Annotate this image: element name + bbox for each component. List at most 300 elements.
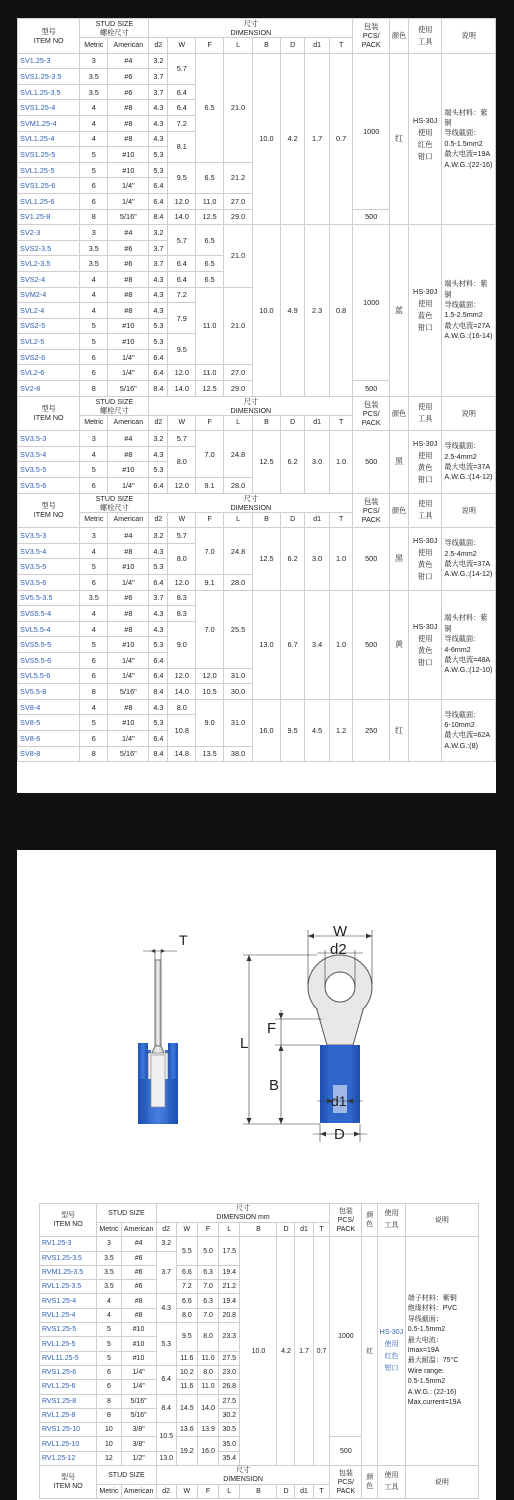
header-tool-label: 使用 工具 — [418, 402, 433, 424]
american-cell: #6 — [108, 69, 149, 85]
l-cell: 30.0 — [224, 684, 253, 700]
metric-cell: 4 — [80, 115, 108, 131]
f-cell: 6.5 — [196, 256, 224, 272]
american-cell: #10 — [108, 318, 149, 334]
header-desc: 说明 — [405, 1466, 478, 1499]
d2-cell: 8.4 — [149, 209, 168, 225]
metric-cell: 3.5 — [97, 1280, 121, 1294]
dim-W-label: W — [333, 923, 348, 940]
desc-text: 端头材料：紫铜 导线截面： 4-6mm2 最大电流=48A A.W.G.:(12-10) — [444, 613, 493, 675]
header-l: L — [224, 415, 253, 431]
metric-cell: 4 — [97, 1294, 121, 1308]
table-row — [18, 225, 496, 241]
desc-text: 导线截面： 2.5-4mm2 最大电流=37A A.W.G.:(14-12) — [444, 441, 493, 482]
metric-cell: 5 — [80, 559, 108, 575]
f-cell: 9.1 — [196, 575, 224, 591]
header-d: D — [280, 38, 305, 54]
header-item-no-label: ITEM NO — [33, 35, 64, 45]
american-cell: #10 — [121, 1337, 156, 1351]
metric-cell: 5 — [80, 162, 108, 178]
color-cell: 黄 — [390, 590, 409, 699]
w-cell: 7.2 — [168, 115, 196, 131]
metric-cell: 10 — [97, 1423, 121, 1437]
d2-cell: 6.4 — [149, 668, 168, 684]
side-view — [138, 932, 188, 1124]
american-cell: #8 — [108, 543, 149, 559]
header-stud-size-label: STUD SIZE — [108, 1471, 145, 1479]
pack-cell: 500 — [353, 209, 390, 225]
american-cell: 1/4" — [108, 730, 149, 746]
header-pcs-label: PCS/ — [362, 31, 380, 41]
header-dimension-label: DIMENSION mm — [216, 1214, 270, 1221]
metric-cell: 6 — [80, 349, 108, 365]
header-metric: Metric — [97, 1223, 121, 1237]
header-pack — [330, 1204, 362, 1237]
dim-d1-cell: 3.0 — [305, 528, 330, 590]
header-metric: Metric — [80, 415, 108, 431]
header-item-no — [40, 1204, 97, 1237]
american-cell: 5/16" — [108, 209, 149, 225]
w-cell: 8.0 — [168, 543, 196, 574]
american-cell: 3/8" — [121, 1437, 156, 1451]
header-pcs-label: PCS/ — [362, 505, 380, 515]
f-cell: 14.0 — [197, 1394, 218, 1423]
w-cell: 8.3 — [168, 606, 196, 622]
w-cell: 14.0 — [168, 684, 196, 700]
header-l: L — [219, 1223, 240, 1237]
pack-cell: 1000 — [353, 53, 390, 209]
header-item-no — [18, 493, 80, 528]
header-w: W — [168, 38, 196, 54]
header-stud-size — [97, 1204, 156, 1223]
model-cell: SVL2-3.5 — [18, 256, 80, 272]
header-stud-size-label: STUD SIZE — [108, 1209, 145, 1217]
header-pack — [330, 1466, 362, 1499]
header-dimension — [156, 1466, 330, 1485]
table-row — [18, 699, 496, 715]
model-cell: RVS1.25-4 — [40, 1294, 97, 1308]
american-cell: 5/16" — [108, 684, 149, 700]
l-cell: 27.5 — [219, 1351, 240, 1365]
rv-spec-sheet — [17, 850, 496, 1500]
d2-cell: 3.2 — [149, 53, 168, 69]
american-cell: #6 — [121, 1251, 156, 1265]
american-cell: #8 — [121, 1294, 156, 1308]
american-cell: #4 — [108, 528, 149, 544]
dim-b-cell: 13.0 — [253, 590, 281, 699]
table-header-row — [18, 493, 496, 512]
l-cell: 26.8 — [219, 1380, 240, 1394]
header-metric: Metric — [80, 38, 108, 54]
f-cell: 12.5 — [196, 381, 224, 397]
model-cell: RVS1.25-8 — [40, 1394, 97, 1408]
american-cell: #8 — [108, 699, 149, 715]
w-cell: 6.6 — [176, 1265, 197, 1279]
header-l: L — [224, 38, 253, 54]
american-cell: #10 — [108, 162, 149, 178]
dim-d-cell: 6.2 — [280, 528, 305, 590]
header-d1: d1 — [295, 1223, 313, 1237]
header-tool — [409, 19, 442, 54]
d2-cell: 8.4 — [149, 381, 168, 397]
tool-cell — [409, 431, 442, 493]
model-cell: SVL5.5-6 — [18, 668, 80, 684]
metric-cell: 5 — [80, 462, 108, 478]
header-f: F — [197, 1223, 218, 1237]
metric-cell: 5 — [97, 1323, 121, 1337]
model-cell: SVS5.5-4 — [18, 606, 80, 622]
metric-cell: 6 — [80, 652, 108, 668]
color-cell: 红 — [390, 53, 409, 225]
header-d2: d2 — [149, 38, 168, 54]
w-cell: 10.8 — [168, 715, 196, 746]
metric-cell: 4 — [80, 621, 108, 637]
metric-cell: 6 — [97, 1380, 121, 1394]
tool-cell — [409, 528, 442, 590]
american-cell: #10 — [108, 637, 149, 653]
american-cell: 5/16" — [121, 1394, 156, 1408]
metric-cell: 8 — [80, 746, 108, 762]
f-cell: 9.0 — [196, 699, 224, 746]
model-cell: SVL2-4 — [18, 303, 80, 319]
model-cell: RVL1.25-4 — [40, 1308, 97, 1322]
metric-cell: 6 — [80, 193, 108, 209]
metric-cell: 6 — [80, 178, 108, 194]
w-cell: 9.5 — [176, 1323, 197, 1352]
header-desc: 说明 — [405, 1204, 478, 1237]
tool-cell — [409, 53, 442, 225]
d2-cell: 6.4 — [149, 349, 168, 365]
american-cell: #8 — [108, 100, 149, 116]
header-dimension — [156, 1204, 330, 1223]
metric-cell: 4 — [80, 446, 108, 462]
header-color — [390, 396, 409, 431]
header-model-label: 型号 — [41, 404, 56, 414]
dim-t-cell: 0.7 — [313, 1237, 330, 1466]
dim-d-cell: 9.5 — [280, 699, 305, 761]
f-cell: 10.5 — [196, 684, 224, 700]
metric-cell: 5 — [80, 334, 108, 350]
header-f: F — [196, 512, 224, 528]
header-t: T — [329, 38, 353, 54]
d2-cell: 5.3 — [149, 334, 168, 350]
american-cell: #6 — [121, 1280, 156, 1294]
header-b: B — [240, 1485, 277, 1499]
metric-cell: 5 — [80, 637, 108, 653]
dim-d1-cell: 2.3 — [305, 225, 330, 397]
d2-cell: 3.2 — [156, 1237, 176, 1251]
header-w: W — [168, 512, 196, 528]
model-cell: RVL11.25-5 — [40, 1351, 97, 1365]
f-cell: 12.5 — [196, 209, 224, 225]
d2-cell: 6.4 — [149, 652, 168, 668]
dim-d1-cell: 3.0 — [305, 431, 330, 493]
dim-d1-cell: 1.7 — [305, 53, 330, 225]
d2-cell: 8.4 — [149, 684, 168, 700]
header-model-label: 型号 — [61, 1212, 76, 1220]
dim-L-label: L — [240, 1035, 249, 1052]
pack-cell: 500 — [330, 1437, 362, 1466]
model-cell: RVS1.25-3.5 — [40, 1251, 97, 1265]
d2-cell: 4.3 — [149, 606, 168, 622]
f-cell: 16.0 — [197, 1437, 218, 1466]
header-color-label: 颜色 — [366, 1212, 374, 1229]
model-cell: SV3.5-4 — [18, 446, 80, 462]
metric-cell: 3 — [80, 53, 108, 69]
header-model-label: 型号 — [41, 26, 56, 36]
f-cell: 7.0 — [197, 1280, 218, 1294]
model-cell: SVS2-5 — [18, 318, 80, 334]
f-cell: 5.0 — [197, 1237, 218, 1266]
model-cell: RVS1.25-6 — [40, 1365, 97, 1379]
model-cell: SVS1.25-5 — [18, 147, 80, 163]
desc-cell — [442, 431, 496, 493]
d2-cell: 5.3 — [149, 715, 168, 731]
metric-cell: 8 — [80, 381, 108, 397]
model-cell: RV1.25-12 — [40, 1451, 97, 1465]
header-stud-cn-label: 螺栓尺寸 — [100, 28, 129, 37]
l-cell: 21.2 — [219, 1280, 240, 1294]
header-t: T — [313, 1485, 330, 1499]
header-dim-cn-label: 尺寸 — [236, 1205, 251, 1212]
model-cell: SV3.5-5 — [18, 559, 80, 575]
w-cell: 12.0 — [168, 478, 196, 494]
l-cell: 21.0 — [224, 53, 253, 162]
metric-cell: 4 — [80, 303, 108, 319]
model-cell: SV8-4 — [18, 699, 80, 715]
pack-cell: 500 — [353, 431, 390, 493]
american-cell: #4 — [108, 431, 149, 447]
desc-text: 端头材料：紫铜 导线截面： 0.5-1.5mm2 最大电流=19A A.W.G.:(22-16) — [444, 107, 493, 169]
american-cell: 5/16" — [121, 1408, 156, 1422]
header-dimension-label: DIMENSION — [230, 28, 272, 37]
pack-cell: 500 — [353, 590, 390, 699]
l-cell: 28.0 — [224, 478, 253, 494]
color-cell: 黑 — [390, 528, 409, 590]
american-cell: #6 — [108, 256, 149, 272]
w-cell: 7.2 — [168, 287, 196, 303]
pack-cell: 500 — [353, 528, 390, 590]
header-color-label: 颜色 — [366, 1474, 374, 1491]
w-cell: 8.3 — [168, 590, 196, 606]
model-cell: SV3.5-6 — [18, 478, 80, 494]
dim-t-cell: 1.2 — [329, 699, 353, 761]
metric-cell: 4 — [80, 100, 108, 116]
model-cell: SVS1.25-4 — [18, 100, 80, 116]
metric-cell: 6 — [80, 365, 108, 381]
table-header-row — [40, 1204, 479, 1223]
model-cell: RVL1.25-3.5 — [40, 1280, 97, 1294]
dim-d2-label: d2 — [330, 941, 347, 958]
american-cell: 1/2" — [121, 1451, 156, 1465]
metric-cell: 4 — [80, 287, 108, 303]
desc-text: 导线截面： 6-10mm2 最大电流=62A A.W.G.:(8) — [444, 709, 491, 750]
l-cell: 30.2 — [219, 1408, 240, 1422]
header-dimension — [149, 19, 353, 38]
desc-cell — [442, 699, 496, 761]
w-cell: 6.4 — [168, 84, 196, 100]
header-d1: d1 — [305, 38, 330, 54]
model-cell: SV3.5-6 — [18, 575, 80, 591]
metric-cell: 8 — [80, 209, 108, 225]
metric-cell: 12 — [97, 1451, 121, 1465]
american-cell: #8 — [108, 606, 149, 622]
header-color-label: 颜色 — [391, 408, 407, 418]
d2-cell: 4.3 — [149, 621, 168, 637]
american-cell: 1/4" — [108, 365, 149, 381]
front-view — [240, 923, 372, 1143]
dim-d-cell: 6.2 — [280, 431, 305, 493]
w-cell: 5.7 — [168, 528, 196, 544]
desc-cell — [442, 225, 496, 397]
f-cell: 13.9 — [197, 1423, 218, 1437]
american-cell: #4 — [108, 225, 149, 241]
d2-cell: 3.7 — [156, 1251, 176, 1294]
header-b: B — [253, 38, 281, 54]
d2-cell: 4.3 — [156, 1294, 176, 1323]
color-cell: 蓝 — [390, 225, 409, 397]
header-t: T — [329, 512, 353, 528]
header-model-label: 型号 — [61, 1474, 76, 1482]
header-american: American — [121, 1223, 156, 1237]
model-cell: SV3.5-5 — [18, 462, 80, 478]
metric-cell: 3 — [80, 528, 108, 544]
model-cell: SVS5.5-6 — [18, 652, 80, 668]
header-stud-size — [97, 1466, 156, 1485]
f-cell: 11.0 — [197, 1351, 218, 1365]
l-cell: 38.0 — [224, 746, 253, 762]
model-cell: SV8-8 — [18, 746, 80, 762]
tool-text: HS-30J 使用 黄色 钳口 — [413, 621, 438, 667]
header-tool — [409, 396, 442, 431]
w-cell: 12.0 — [168, 193, 196, 209]
header-pcs-label: PCS/ — [337, 1478, 355, 1486]
header-d2: d2 — [156, 1223, 176, 1237]
w-cell: 19.2 — [176, 1437, 197, 1466]
header-pack-cn-label: 包装 — [364, 496, 379, 506]
header-dimension-label: DIMENSION — [230, 405, 272, 415]
metric-cell: 6 — [97, 1365, 121, 1379]
header-desc: 说明 — [442, 493, 496, 528]
color-cell: 红 — [390, 699, 409, 761]
header-d1: d1 — [305, 415, 330, 431]
header-color — [390, 493, 409, 528]
l-cell: 29.0 — [224, 381, 253, 397]
american-cell: #10 — [121, 1323, 156, 1337]
header-desc: 说明 — [442, 396, 496, 431]
desc-cell — [442, 53, 496, 225]
dim-D-label: D — [334, 1126, 345, 1143]
tool-cell — [409, 590, 442, 699]
f-cell: 11.0 — [196, 287, 224, 365]
american-cell: #8 — [121, 1308, 156, 1322]
d2-cell: 3.2 — [149, 528, 168, 544]
tool-text: HS-30J 使用 蓝色 钳口 — [413, 287, 438, 333]
d2-cell: 8.4 — [156, 1394, 176, 1423]
l-cell: 23.3 — [219, 1323, 240, 1352]
d2-cell: 6.4 — [149, 193, 168, 209]
w-cell: 5.7 — [168, 225, 196, 256]
header-item-no-label: ITEM NO — [53, 1221, 83, 1229]
model-cell: SV2-3 — [18, 225, 80, 241]
header-d2: d2 — [156, 1485, 176, 1499]
header-color — [362, 1204, 378, 1237]
header-stud-size-label: STUD SIZE — [95, 493, 134, 503]
dim-t-cell: 0.7 — [329, 53, 353, 225]
d2-cell: 3.7 — [149, 69, 168, 85]
metric-cell: 6 — [80, 478, 108, 494]
header-pack-label: PACK — [361, 417, 381, 427]
header-stud-size — [80, 493, 149, 512]
ring-terminal-diagram — [17, 850, 496, 1170]
header-d: D — [277, 1223, 295, 1237]
f-cell: 7.0 — [196, 528, 224, 575]
header-item-no-label: ITEM NO — [53, 1483, 83, 1491]
f-cell: 8.0 — [197, 1323, 218, 1352]
american-cell: #10 — [108, 559, 149, 575]
f-cell: 6.3 — [197, 1294, 218, 1308]
d2-cell: 3.7 — [149, 590, 168, 606]
american-cell: 1/4" — [121, 1380, 156, 1394]
header-b: B — [240, 1223, 277, 1237]
metric-cell: 3 — [80, 431, 108, 447]
metric-cell: 5 — [97, 1351, 121, 1365]
l-cell: 31.0 — [224, 668, 253, 684]
f-cell: 11.0 — [196, 365, 224, 381]
metric-cell: 3.5 — [97, 1251, 121, 1265]
header-pack-cn-label: 包装 — [338, 1469, 353, 1477]
w-cell: 12.0 — [168, 575, 196, 591]
header-pack-label: PACK — [336, 1225, 356, 1233]
model-cell: SV1.25-3 — [18, 53, 80, 69]
model-cell: RVL1.25-10 — [40, 1437, 97, 1451]
header-b: B — [253, 415, 281, 431]
model-cell: SVS1.25-6 — [18, 178, 80, 194]
metric-cell: 3.5 — [80, 240, 108, 256]
metric-cell: 8 — [80, 684, 108, 700]
model-cell: SV1.25-8 — [18, 209, 80, 225]
metric-cell: 3.5 — [80, 69, 108, 85]
header-pack-label: PACK — [361, 40, 381, 50]
l-cell: 35.4 — [219, 1451, 240, 1465]
table-row — [18, 431, 496, 447]
metric-cell: 4 — [80, 606, 108, 622]
header-item-no — [40, 1466, 97, 1499]
w-cell: 6.4 — [168, 100, 196, 116]
header-item-no — [18, 19, 80, 54]
metric-cell: 4 — [97, 1308, 121, 1322]
rv-spec-table — [39, 1203, 479, 1499]
metric-cell: 6 — [80, 730, 108, 746]
american-cell: 1/4" — [108, 349, 149, 365]
d2-cell: 3.7 — [149, 240, 168, 256]
dim-d-cell: 4.2 — [277, 1237, 295, 1466]
f-cell: 12.0 — [196, 668, 224, 684]
d2-cell: 5.3 — [156, 1323, 176, 1366]
model-cell: SVS2-4 — [18, 271, 80, 287]
american-cell: #6 — [121, 1265, 156, 1279]
f-cell: 9.1 — [196, 478, 224, 494]
tool-text: HS-30J 使用 黄色 钳口 — [413, 535, 438, 581]
d2-cell: 10.5 — [156, 1423, 176, 1452]
d2-cell: 3.2 — [149, 431, 168, 447]
header-pack-cn-label: 包装 — [364, 399, 379, 409]
model-cell: RV1.25-3 — [40, 1237, 97, 1251]
w-cell: 9.0 — [168, 621, 196, 668]
header-pack-cn-label: 包装 — [364, 22, 379, 32]
american-cell: #10 — [121, 1351, 156, 1365]
d2-cell: 5.3 — [149, 462, 168, 478]
